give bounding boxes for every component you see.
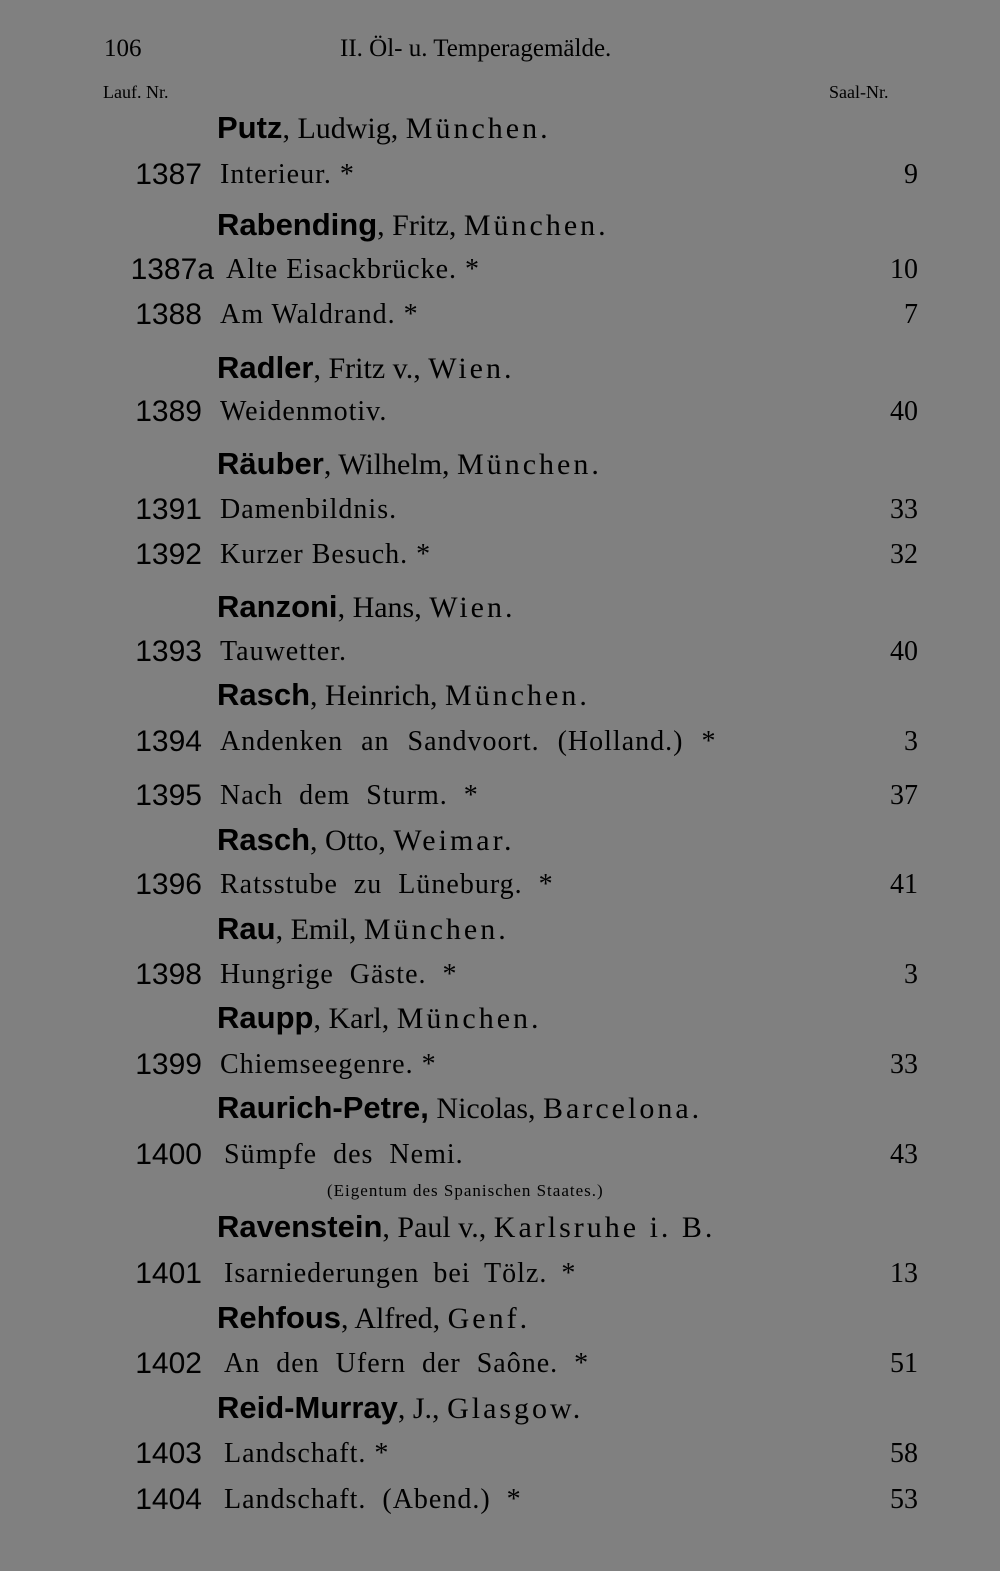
room-number: 40 — [890, 396, 918, 427]
catalog-entry — [0, 157, 1000, 193]
entry-number: 1398 — [135, 958, 202, 991]
entry-number: 1392 — [135, 538, 202, 571]
room-number: 13 — [890, 1258, 918, 1289]
artist-details: , Heinrich, — [310, 679, 446, 712]
artist-location: Wien. — [428, 352, 515, 385]
artist-location: Weimar. — [393, 824, 515, 857]
catalog-entry — [0, 1482, 1000, 1518]
catalog-entry — [0, 778, 1000, 814]
artist-surname: Ranzoni — [217, 589, 338, 624]
room-number: 10 — [890, 254, 918, 285]
artist-details: , Emil, — [275, 913, 364, 946]
catalog-entry — [0, 634, 1000, 670]
entry-number: 1387 — [135, 158, 202, 191]
room-number: 33 — [890, 494, 918, 525]
catalog-entry — [0, 297, 1000, 333]
running-head: II. Öl- u. Temperagemälde. — [340, 35, 612, 62]
artist-surname: Rehfous — [217, 1300, 341, 1335]
catalog-entry — [0, 537, 1000, 573]
artist-heading — [217, 1000, 542, 1037]
artist-location: Glasgow. — [447, 1392, 584, 1425]
artist-heading — [217, 207, 609, 244]
room-number: 41 — [890, 869, 918, 900]
entry-number: 1393 — [135, 635, 202, 668]
artist-heading — [217, 446, 602, 483]
room-number: 40 — [890, 636, 918, 667]
artist-details: Nicolas, — [428, 1092, 544, 1125]
entry-number: 1400 — [135, 1138, 202, 1171]
catalog-entry — [0, 252, 1000, 288]
entry-number: 1387a — [130, 253, 214, 286]
catalog-entry — [0, 1436, 1000, 1472]
entry-title: Landschaft. * — [224, 1438, 390, 1469]
room-number: 9 — [904, 159, 918, 190]
lauf-nr-header: Lauf. Nr. — [103, 82, 169, 102]
catalog-entry — [0, 1047, 1000, 1083]
catalog-entry — [0, 394, 1000, 430]
catalog-entry — [0, 492, 1000, 528]
artist-location: München. — [463, 209, 609, 242]
room-number: 7 — [904, 299, 918, 330]
entry-title: Hungrige Gäste. * — [220, 959, 458, 990]
entry-number: 1401 — [135, 1257, 202, 1290]
room-number: 51 — [890, 1348, 918, 1379]
entry-title: Kurzer Besuch. * — [220, 539, 432, 570]
artist-details: , Hans, — [337, 591, 430, 624]
artist-surname: Rau — [217, 911, 276, 946]
room-number: 32 — [890, 539, 918, 570]
entry-number: 1391 — [135, 493, 202, 526]
room-number: 3 — [904, 726, 918, 757]
artist-heading — [217, 110, 551, 147]
artist-surname: Raurich-Petre, — [217, 1090, 429, 1125]
artist-surname: Räuber — [217, 446, 324, 481]
entry-title: Andenken an Sandvoort. (Holland.) * — [220, 726, 717, 757]
catalog-entry — [0, 1346, 1000, 1382]
entry-title: Damenbildnis. — [220, 494, 398, 525]
artist-heading — [217, 1090, 702, 1127]
entry-title: Am Waldrand. * — [220, 299, 419, 330]
artist-heading — [217, 350, 514, 387]
artist-surname: Ravenstein — [217, 1209, 383, 1244]
entry-number: 1404 — [135, 1483, 202, 1516]
room-number: 58 — [890, 1438, 918, 1469]
artist-heading — [217, 589, 515, 626]
entry-title: Isarniederungen bei Tölz. * — [224, 1258, 577, 1289]
entry-title: Chiemseegenre. * — [220, 1049, 437, 1080]
catalog-entry — [0, 1256, 1000, 1292]
artist-surname: Rasch — [217, 677, 311, 712]
catalog-entry — [0, 724, 1000, 760]
artist-location: München. — [363, 913, 509, 946]
entry-title: Sümpfe des Nemi. — [224, 1139, 464, 1170]
catalog-entry — [0, 957, 1000, 993]
artist-location: Genf. — [447, 1302, 531, 1335]
entry-number: 1395 — [135, 779, 202, 812]
artist-surname: Reid-Murray — [217, 1390, 398, 1425]
artist-location: Barcelona. — [543, 1092, 703, 1125]
room-number: 43 — [890, 1139, 918, 1170]
room-number: 53 — [890, 1484, 918, 1515]
artist-surname: Raupp — [217, 1000, 314, 1035]
room-number: 33 — [890, 1049, 918, 1080]
artist-heading — [217, 1300, 530, 1337]
artist-details: , Ludwig, — [282, 112, 406, 145]
artist-details: , J., — [397, 1392, 448, 1425]
artist-details: , Otto, — [310, 824, 394, 857]
entry-number: 1389 — [135, 395, 202, 428]
artist-details: , Fritz, — [377, 209, 464, 242]
entry-number: 1388 — [135, 298, 202, 331]
entry-number: 1394 — [135, 725, 202, 758]
artist-heading — [217, 677, 590, 714]
artist-location: Karlsruhe i. B. — [493, 1211, 716, 1244]
entry-title: Landschaft. (Abend.) * — [224, 1484, 522, 1515]
entry-title: Tauwetter. — [220, 636, 347, 667]
entry-title: Ratsstube zu Lüneburg. * — [220, 869, 554, 900]
ownership-note: (Eigentum des Spanischen Staates.) — [327, 1181, 604, 1200]
saal-nr-header: Saal-Nr. — [829, 82, 889, 102]
artist-surname: Putz — [217, 110, 283, 145]
entry-title: Alte Eisackbrücke. * — [226, 254, 481, 285]
artist-details: , Fritz v., — [313, 352, 429, 385]
artist-location: München. — [396, 1002, 542, 1035]
artist-heading — [217, 911, 509, 948]
entry-number: 1396 — [135, 868, 202, 901]
artist-location: München. — [405, 112, 551, 145]
entry-title: Nach dem Sturm. * — [220, 780, 479, 811]
entry-title: An den Ufern der Saône. * — [224, 1348, 590, 1379]
entry-number: 1403 — [135, 1437, 202, 1470]
artist-location: Wien. — [429, 591, 516, 624]
catalog-entry — [0, 867, 1000, 903]
artist-details: , Karl, — [313, 1002, 397, 1035]
artist-location: München. — [457, 448, 602, 481]
entry-number: 1399 — [135, 1048, 202, 1081]
artist-details: , Paul v., — [382, 1211, 494, 1244]
page-number: 106 — [104, 35, 142, 62]
entry-title: Weidenmotiv. — [220, 396, 388, 427]
artist-surname: Rabending — [217, 207, 378, 242]
room-number: 3 — [904, 959, 918, 990]
entry-title: Interieur. * — [220, 159, 355, 190]
artist-heading — [217, 822, 514, 859]
artist-details: , Wilhelm, — [323, 448, 458, 481]
artist-details: , Alfred, — [341, 1302, 448, 1335]
artist-heading — [217, 1209, 715, 1246]
artist-location: München. — [445, 679, 590, 712]
catalog-entry — [0, 1137, 1000, 1173]
room-number: 37 — [890, 780, 918, 811]
artist-surname: Radler — [217, 350, 314, 385]
entry-number: 1402 — [135, 1347, 202, 1380]
artist-heading — [217, 1390, 583, 1427]
artist-surname: Rasch — [217, 822, 311, 857]
